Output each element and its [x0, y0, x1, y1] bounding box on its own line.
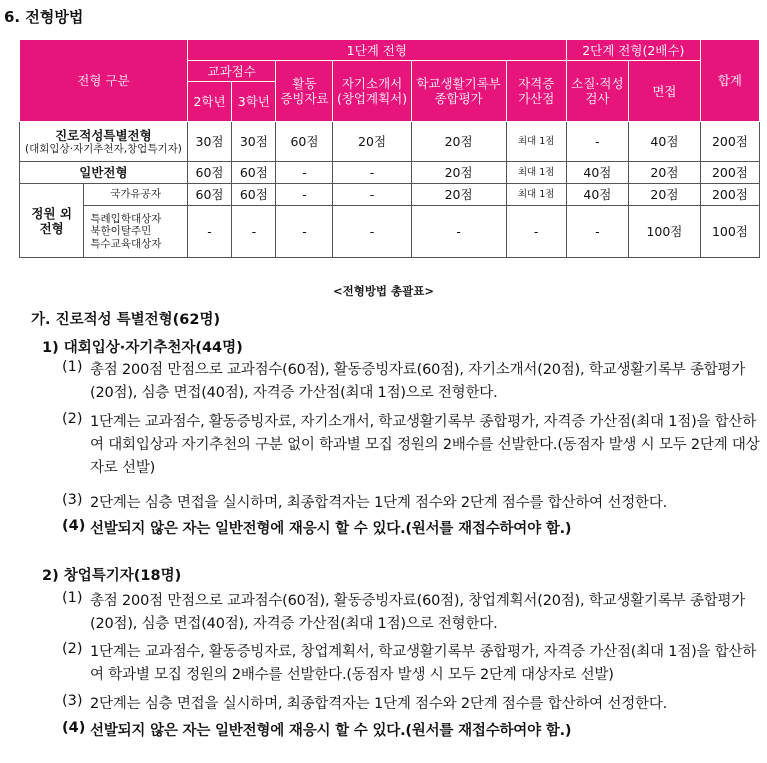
header-stage2: 2단계 전형(2배수) — [566, 40, 700, 61]
table-caption: <전형방법 총괄표> — [332, 284, 435, 298]
table-cell: - — [276, 184, 333, 206]
table-cell: 60점 — [187, 184, 231, 206]
list-item — [62, 720, 764, 743]
table-cell: 60점 — [232, 184, 276, 206]
table-cell: - — [232, 206, 276, 258]
header-category: 전형 구분 — [20, 40, 188, 122]
special-sub: (대회입상·자기추천자,창업특기자) — [24, 142, 182, 155]
table-cell: - — [566, 122, 628, 162]
table-cell: - — [333, 184, 411, 206]
table-cell: 200점 — [700, 184, 759, 206]
table-cell: 20점 — [333, 122, 411, 162]
table-cell: 100점 — [629, 206, 701, 258]
item-text: 1단계는 교과점수, 활동증빙자료, 자기소개서, 학교생활기록부 종합평가, 자격증 가산점(최대 1점)을 합산하여 대회입상과 자기추천의 구분 없이 학과별 모집 정원의 2배수를 선발한다.(동점자 발생 시 모두 2단계 대상자로 선발) — [90, 414, 760, 476]
table-cell: 20점 — [629, 184, 701, 206]
table-cell: - — [506, 206, 566, 258]
table-cell: 40점 — [566, 184, 628, 206]
table-cell: 100점 — [700, 206, 759, 258]
section-title: 6. 전형방법 — [4, 8, 84, 26]
table-cell: 40점 — [566, 162, 628, 184]
merit-name: 국가유공자 — [84, 184, 187, 206]
header-stage1: 1단계 전형 — [187, 40, 566, 61]
header-record: 학교생활기록부 종합평가 — [411, 61, 506, 122]
item-text: 선발되지 않은 자는 일반전형에 재응시 할 수 있다.(원서를 재접수하여야 함.) — [90, 723, 572, 739]
table-cell: 200점 — [700, 162, 759, 184]
table-cell: - — [333, 206, 411, 258]
item-text: 총점 200점 만점으로 교과점수(60점), 활동증빙자료(60점), 자기소개서(20점), 학교생활기록부 종합평가(20점), 심층 면접(40점), 자격증 가산점(최대 1점)으로 전형한다. — [90, 362, 746, 401]
item-text: 총점 200점 만점으로 교과점수(60점), 활동증빙자료(60점), 창업계획서(20점), 학교생활기록부 종합평가(20점), 심층 면접(40점), 자격증 가산점(최대 1점)으로 전형한다. — [90, 593, 746, 632]
admission-table — [19, 39, 760, 258]
special-edu-name: 특례입학대상자 북한이탈주민 특수교육대상자 — [84, 206, 187, 258]
list-item — [62, 492, 764, 515]
table-cell: 20점 — [411, 184, 506, 206]
table-cell: 20점 — [411, 162, 506, 184]
table-cell: 20점 — [629, 162, 701, 184]
extra-label: 정원 외 전형 — [20, 184, 84, 258]
sub2-title: 2) 창업특기자(18명) — [42, 568, 182, 584]
item-number: (2) — [62, 641, 83, 657]
item-number: (1) — [62, 590, 83, 606]
table-cell: 60점 — [187, 162, 231, 184]
row-label — [20, 122, 188, 162]
list-item — [62, 518, 764, 541]
table-cell: 40점 — [629, 122, 701, 162]
item-number: (2) — [62, 411, 83, 427]
table-cell: - — [411, 206, 506, 258]
table-cell: - — [276, 206, 333, 258]
item-text: 1단계는 교과점수, 활동증빙자료, 창업계획서, 학교생활기록부 종합평가, 자격증 가산점(최대 1점)을 합산하여 학과별 모집 정원의 2배수를 선발한다.(동점자 발생 시 모두 2단계 대상자로 선발) — [90, 644, 757, 683]
table-cell: 최대 1점 — [506, 184, 566, 206]
header-total: 합계 — [700, 40, 759, 122]
table-cell: - — [333, 162, 411, 184]
list-item — [62, 359, 764, 405]
table-cell: 20점 — [411, 122, 506, 162]
item-number: (4) — [62, 518, 86, 534]
table-cell: 200점 — [700, 122, 759, 162]
section-a-title: 가. 진로적성 특별전형(62명) — [31, 312, 221, 328]
table-row — [20, 206, 760, 258]
item-number: (3) — [62, 693, 83, 709]
header-grade3: 3학년 — [232, 82, 276, 122]
item-text: 선발되지 않은 자는 일반전형에 재응시 할 수 있다.(원서를 재접수하여야 함.) — [90, 521, 572, 537]
item-number: (3) — [62, 492, 83, 508]
header-interview: 면접 — [629, 61, 701, 122]
header-grade2: 2학년 — [187, 82, 231, 122]
header-cert: 자격증 가산점 — [506, 61, 566, 122]
table-row — [20, 184, 760, 206]
table-row — [20, 162, 760, 184]
table-cell: 최대 1점 — [506, 122, 566, 162]
header-intro: 자기소개서 (창업계획서) — [333, 61, 411, 122]
table-cell: 60점 — [276, 122, 333, 162]
header-activity: 활동 증빙자료 — [276, 61, 333, 122]
general-name: 일반전형 — [20, 162, 188, 184]
special-name: 진로적성특별전형 — [55, 127, 152, 143]
table-cell: 최대 1점 — [506, 162, 566, 184]
list-item — [62, 693, 764, 716]
table-cell: - — [187, 206, 231, 258]
list-item — [62, 590, 764, 636]
list-item — [62, 641, 764, 687]
header-aptitude: 소질·적성 검사 — [566, 61, 628, 122]
table-cell: 60점 — [232, 162, 276, 184]
sub1-title: 1) 대회입상·자기추천자(44명) — [42, 340, 243, 356]
item-number: (1) — [62, 359, 83, 375]
item-number: (4) — [62, 720, 86, 736]
list-item — [62, 411, 764, 481]
table-row — [20, 122, 760, 162]
table-cell: 30점 — [232, 122, 276, 162]
table-cell: - — [276, 162, 333, 184]
table-cell: 30점 — [187, 122, 231, 162]
header-grades: 교과점수 — [187, 61, 276, 82]
item-text: 2단계는 심층 면접을 실시하며, 최종합격자는 1단계 점수와 2단계 점수를 합산하여 선정한다. — [90, 696, 668, 712]
table-cell: - — [566, 206, 628, 258]
item-text: 2단계는 심층 면접을 실시하며, 최종합격자는 1단계 점수와 2단계 점수를 합산하여 선정한다. — [90, 495, 668, 511]
